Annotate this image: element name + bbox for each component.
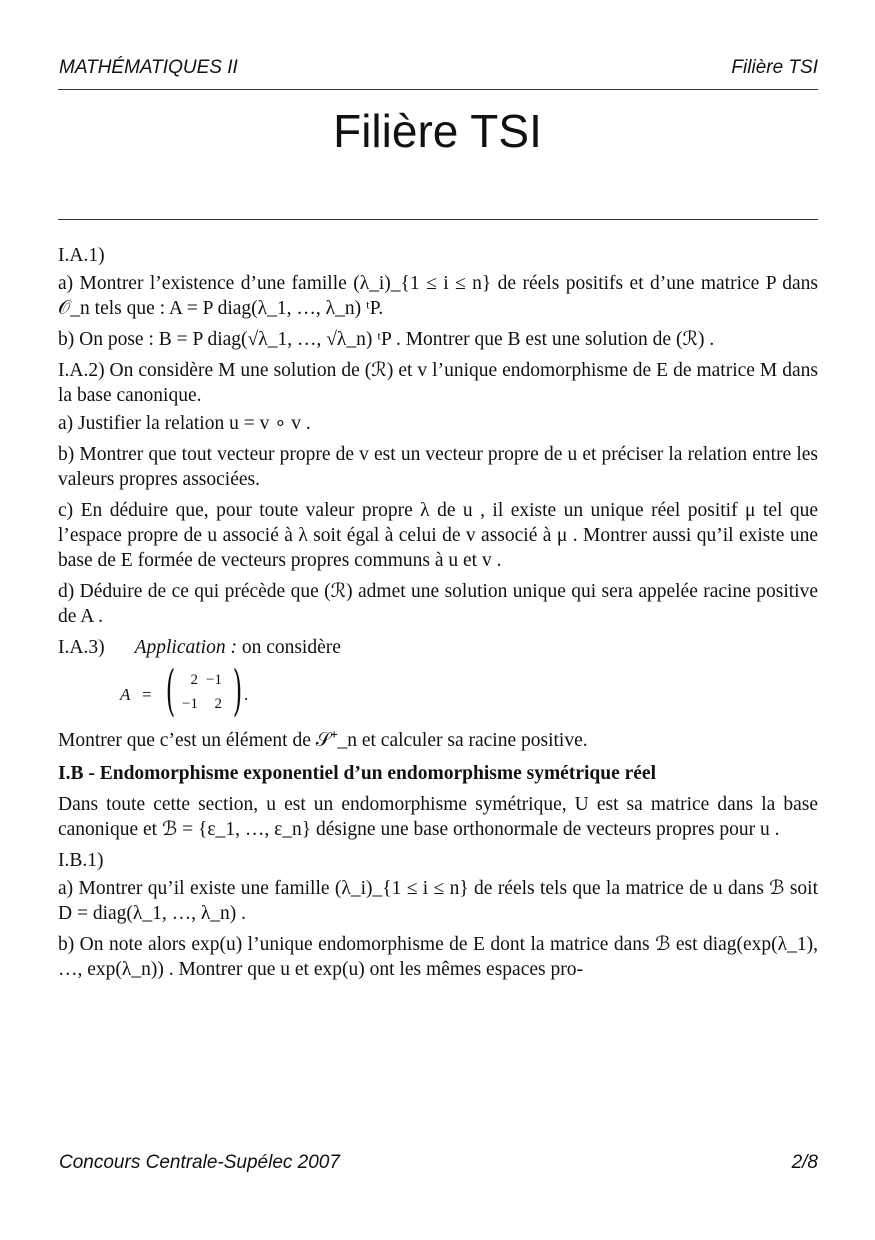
question-ia1b: b) On pose : B = P diag(√λ_1, …, √λ_n) ᵗP . Montrer que B est une solution de (ℛ) . — [58, 329, 715, 350]
header-track: Filière TSI — [731, 57, 818, 78]
matrix-r2c1: −1 — [182, 696, 198, 712]
matrix-display: A = ( 2 −1 −1 2 ) . — [120, 659, 249, 722]
application-intro: on considère — [241, 637, 341, 658]
question-ib1b: b) On note alors exp(u) l’unique endomorphisme de E dont la matrice dans ℬ est diag(exp(λ_1), …, exp(λ_n)) . Montrer que u et exp(u) ont les mêmes espaces pro- — [58, 934, 818, 980]
page-title: Filière TSI — [333, 105, 542, 157]
section-label-ia1: I.A.1) — [58, 245, 105, 266]
matrix-r1c1: 2 — [190, 672, 198, 688]
question-ia1a: a) Montrer l’existence d’une famille (λ_i)_{1 ≤ i ≤ n} de réels positifs et d’une matrice P dans 𝒪_n tels que : A = P diag(λ_1, …, λ_n) ᵗP. — [58, 273, 818, 319]
application-label: Application : — [134, 637, 237, 658]
section-label-ia3: I.A.3) — [58, 637, 105, 658]
footer-contest: Concours Centrale-Supélec 2007 — [59, 1152, 340, 1173]
question-ia2c: c) En déduire que, pour toute valeur propre λ de u , il existe un unique réel positif μ tel que l’espace propre de u associé à λ soit égal à celui de v associé à μ . Montrer aussi qu’il existe une base de E formée de vecteurs propres communs à u et v . — [58, 500, 818, 571]
section-label-ib1: I.B.1) — [58, 850, 104, 871]
section-intro-ib: Dans toute cette section, u est un endomorphisme symétrique, U est sa matrice dans la base canonique et ℬ = {ε_1, …, ε_n} désigne une base orthonormale de vecteurs propres pour u . — [58, 794, 818, 840]
matrix-r2c2: 2 — [214, 696, 222, 712]
question-ia2b: b) Montrer que tout vecteur propre de v est un vecteur propre de u et préciser la relation entre les valeurs propres associées. — [58, 444, 818, 490]
title-rule — [58, 219, 818, 220]
question-ia2a: a) Justifier la relation u = v ∘ v . — [58, 413, 311, 434]
question-ib1a: a) Montrer qu’il existe une famille (λ_i)_{1 ≤ i ≤ n} de réels tels que la matrice de u dans ℬ soit D = diag(λ_1, …, λ_n) . — [58, 878, 818, 924]
question-ia3 — [58, 635, 818, 660]
matrix-r1c2: −1 — [206, 672, 222, 688]
question-ia2d: d) Déduire de ce qui précède que (ℛ) admet une solution unique qui sera appelée racine positive de A . — [58, 581, 818, 627]
document-body — [58, 243, 818, 988]
header-subject: MATHÉMATIQUES II — [59, 57, 238, 78]
question-ia2: I.A.2) On considère M une solution de (ℛ) et v l’unique endomorphisme de E de matrice M dans la base canonique. — [58, 360, 818, 406]
matrix-name: A — [120, 685, 131, 704]
question-ia3-task: Montrer que c’est un élément de 𝒮⁺_n et calculer sa racine positive. — [58, 730, 588, 751]
section-heading-ib: I.B - Endomorphisme exponentiel d’un endomorphisme symétrique réel — [58, 763, 657, 784]
page-number: 2/8 — [791, 1152, 818, 1173]
header-rule — [58, 89, 818, 90]
